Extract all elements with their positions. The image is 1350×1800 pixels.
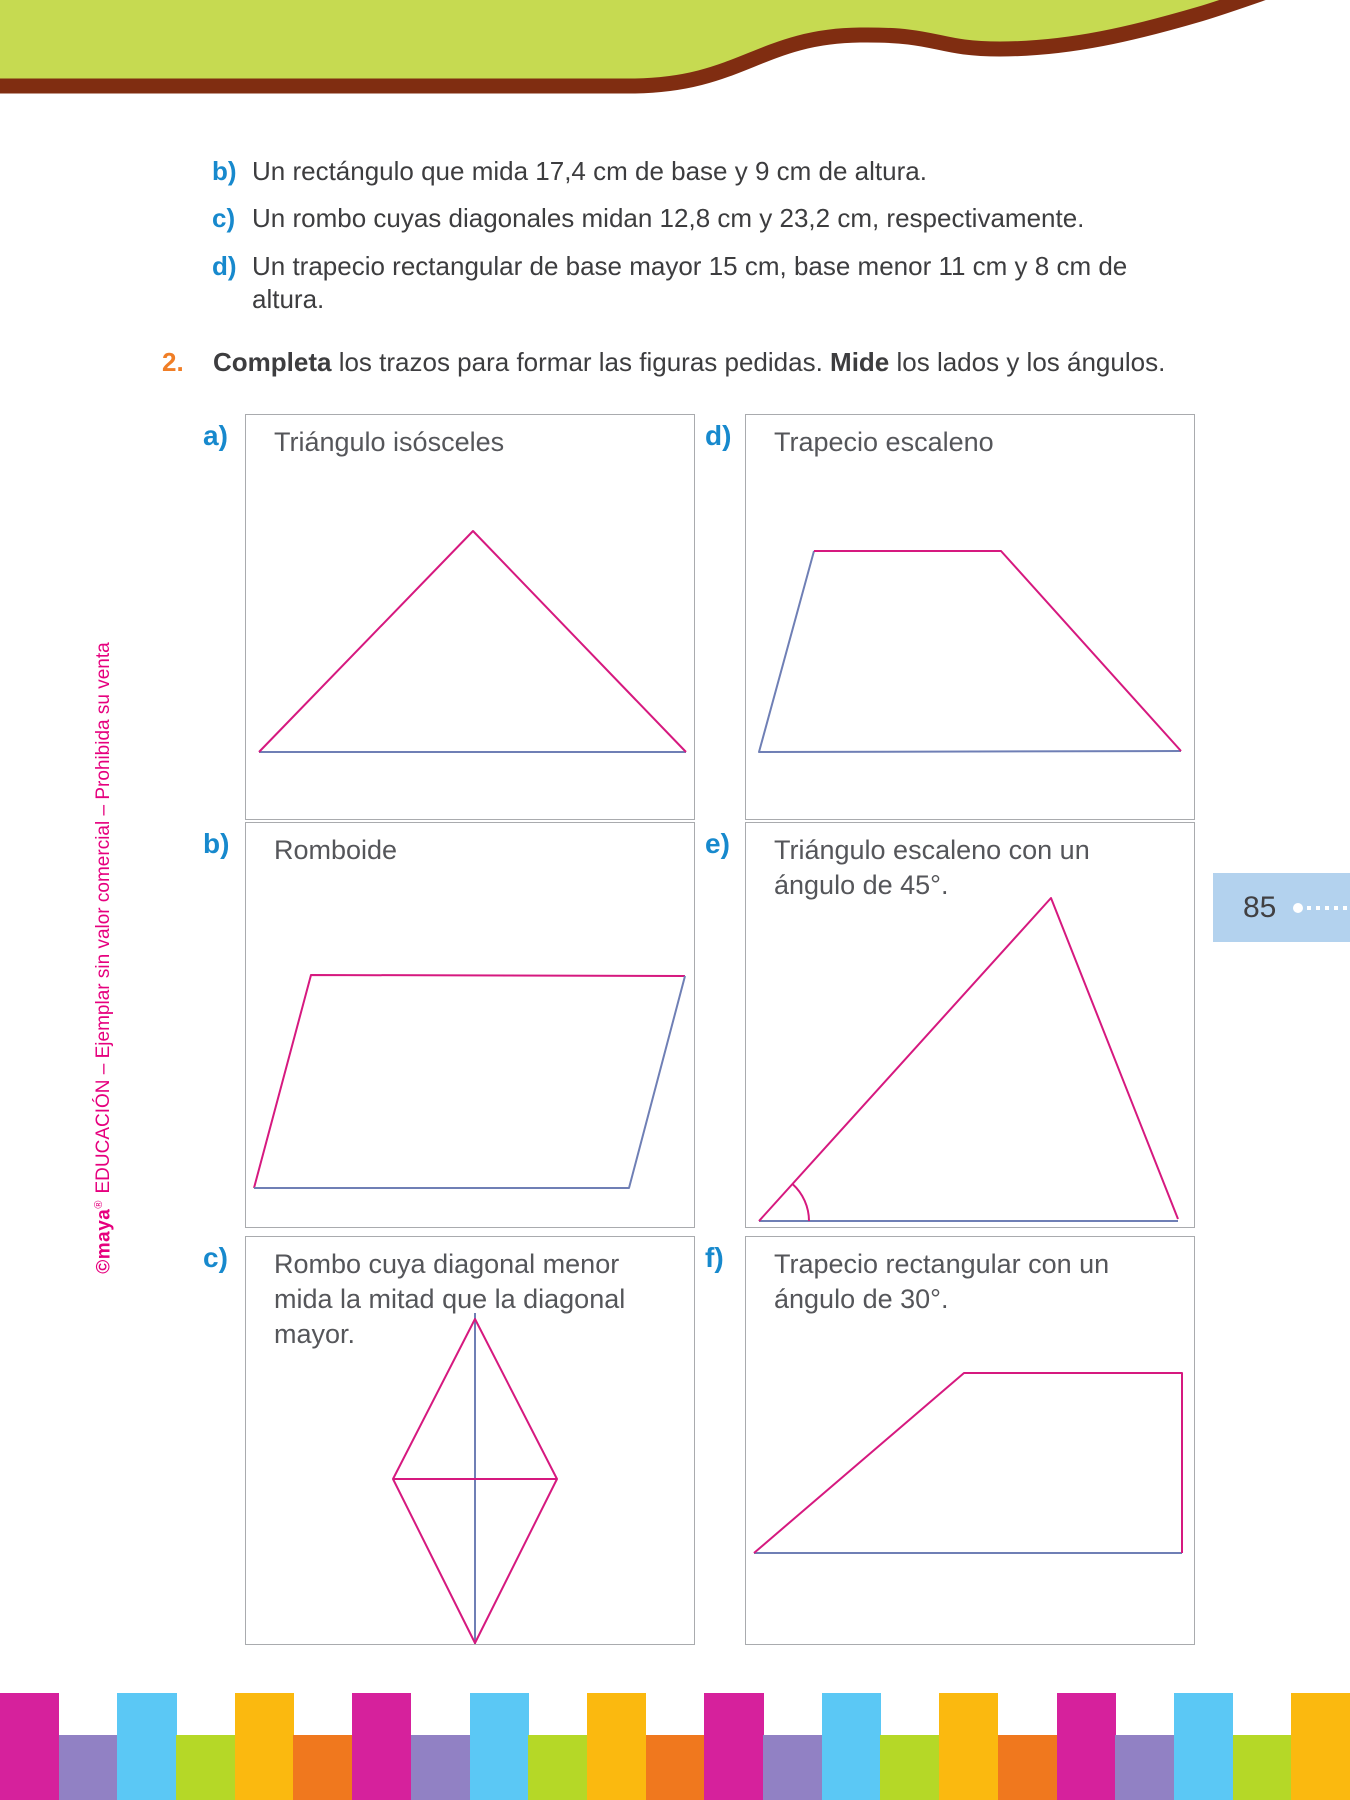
- figure-title-c: Rombo cuya diagonal menor mida la mitad que la diagonal mayor.: [274, 1249, 626, 1349]
- tab-dot-icon: [1293, 903, 1303, 913]
- item-letter-c: c): [212, 203, 236, 233]
- scalene-trapezoid-figure: [746, 415, 1194, 819]
- grid-letter-c: c): [203, 1242, 228, 1273]
- task-text: [213, 347, 1213, 378]
- item-text-c: Un rombo cuyas diagonales midan 12,8 cm y 23,2 cm, respectivamente.: [252, 203, 1085, 233]
- footer-stripe: [704, 1693, 763, 1800]
- grid-letter-f: f): [705, 1242, 724, 1273]
- footer-stripe: [763, 1735, 822, 1800]
- right-trapezoid-30deg-figure: [746, 1237, 1194, 1644]
- sidebar-copyright-text: [93, 628, 119, 1288]
- footer-stripe: [411, 1735, 470, 1800]
- item-text-d-line1: Un trapecio rectangular de base mayor 15 cm, base menor 11 cm y 8 cm de: [252, 251, 1128, 281]
- figure-box-c[interactable]: [245, 1236, 695, 1645]
- figure-title-d: Trapecio escaleno: [774, 427, 994, 457]
- task-text-part2: los trazos para formar las figuras pedidas.: [331, 347, 831, 377]
- footer-stripe: [117, 1693, 176, 1800]
- footer-stripe: [880, 1735, 939, 1800]
- task-text-bold-mide: Mide: [830, 347, 890, 377]
- registered-mark: ®: [93, 1200, 105, 1209]
- item-text-b: Un rectángulo que mida 17,4 cm de base y 9 cm de altura.: [252, 156, 927, 186]
- footer-stripe: [0, 1693, 59, 1800]
- item-letter-d: d): [212, 251, 237, 281]
- grid-letter-e: e): [705, 828, 730, 859]
- item-text-d: [252, 250, 1152, 316]
- figure-box-e[interactable]: [745, 822, 1195, 1228]
- footer-stripe: [1115, 1735, 1174, 1800]
- footer-stripe: [998, 1735, 1057, 1800]
- footer-stripe: [1291, 1693, 1350, 1800]
- top-band-decoration: [0, 0, 1350, 120]
- item-text-d-line2: altura.: [252, 284, 325, 314]
- rhomboid-figure: [246, 823, 694, 1227]
- task-text-part4: los lados y los ángulos.: [889, 347, 1166, 377]
- figure-box-f[interactable]: [745, 1236, 1195, 1645]
- figure-title-f: Trapecio rectangular con un ángulo de 30°.: [774, 1249, 1110, 1314]
- task-number: 2.: [162, 347, 184, 377]
- figure-title-e: Triángulo escaleno con un ángulo de 45°.: [774, 835, 1090, 900]
- footer-stripe: [235, 1693, 294, 1800]
- footer-stripe: [1174, 1693, 1233, 1800]
- isosceles-triangle-figure: [246, 415, 694, 819]
- top-band-green-shape: [0, 0, 1350, 86]
- angle-arc: [793, 1184, 810, 1221]
- footer-stripe: [939, 1693, 998, 1800]
- page-number-tab: [1213, 873, 1350, 942]
- footer-stripe: [822, 1693, 881, 1800]
- grid-letter-b: b): [203, 828, 230, 859]
- footer-stripe: [528, 1735, 587, 1800]
- scalene-triangle-45deg-figure: [746, 823, 1194, 1227]
- footer-stripe: [176, 1735, 235, 1800]
- footer-stripe: [352, 1693, 411, 1800]
- item-letter-b: b): [212, 156, 237, 186]
- figure-box-a[interactable]: [245, 414, 695, 820]
- footer-stripe: [293, 1735, 352, 1800]
- footer-stripe: [646, 1735, 705, 1800]
- grid-letter-a: a): [203, 420, 228, 451]
- figure-title-b: Romboide: [274, 835, 398, 865]
- figure-box-d[interactable]: [745, 414, 1195, 820]
- footer-stripe: [59, 1735, 118, 1800]
- page-number: 85: [1243, 890, 1277, 924]
- sidebar-legal-text: EDUCACIÓN – Ejemplar sin valor comercial – Prohibida su venta: [93, 642, 115, 1194]
- footer-stripe: [587, 1693, 646, 1800]
- figure-box-b[interactable]: [245, 822, 695, 1228]
- footer-stripe: [470, 1693, 529, 1800]
- task-text-bold-completa: Completa: [213, 347, 332, 377]
- figure-title-a: Triángulo isósceles: [274, 427, 505, 457]
- footer-stripe: [1057, 1693, 1116, 1800]
- grid-letter-d: d): [705, 420, 732, 451]
- tab-dotted-line: [1307, 906, 1350, 910]
- publisher-logo: ©maya: [93, 1208, 115, 1274]
- footer-stripe: [1233, 1735, 1292, 1800]
- rhombus-with-diagonals-figure: [246, 1237, 694, 1644]
